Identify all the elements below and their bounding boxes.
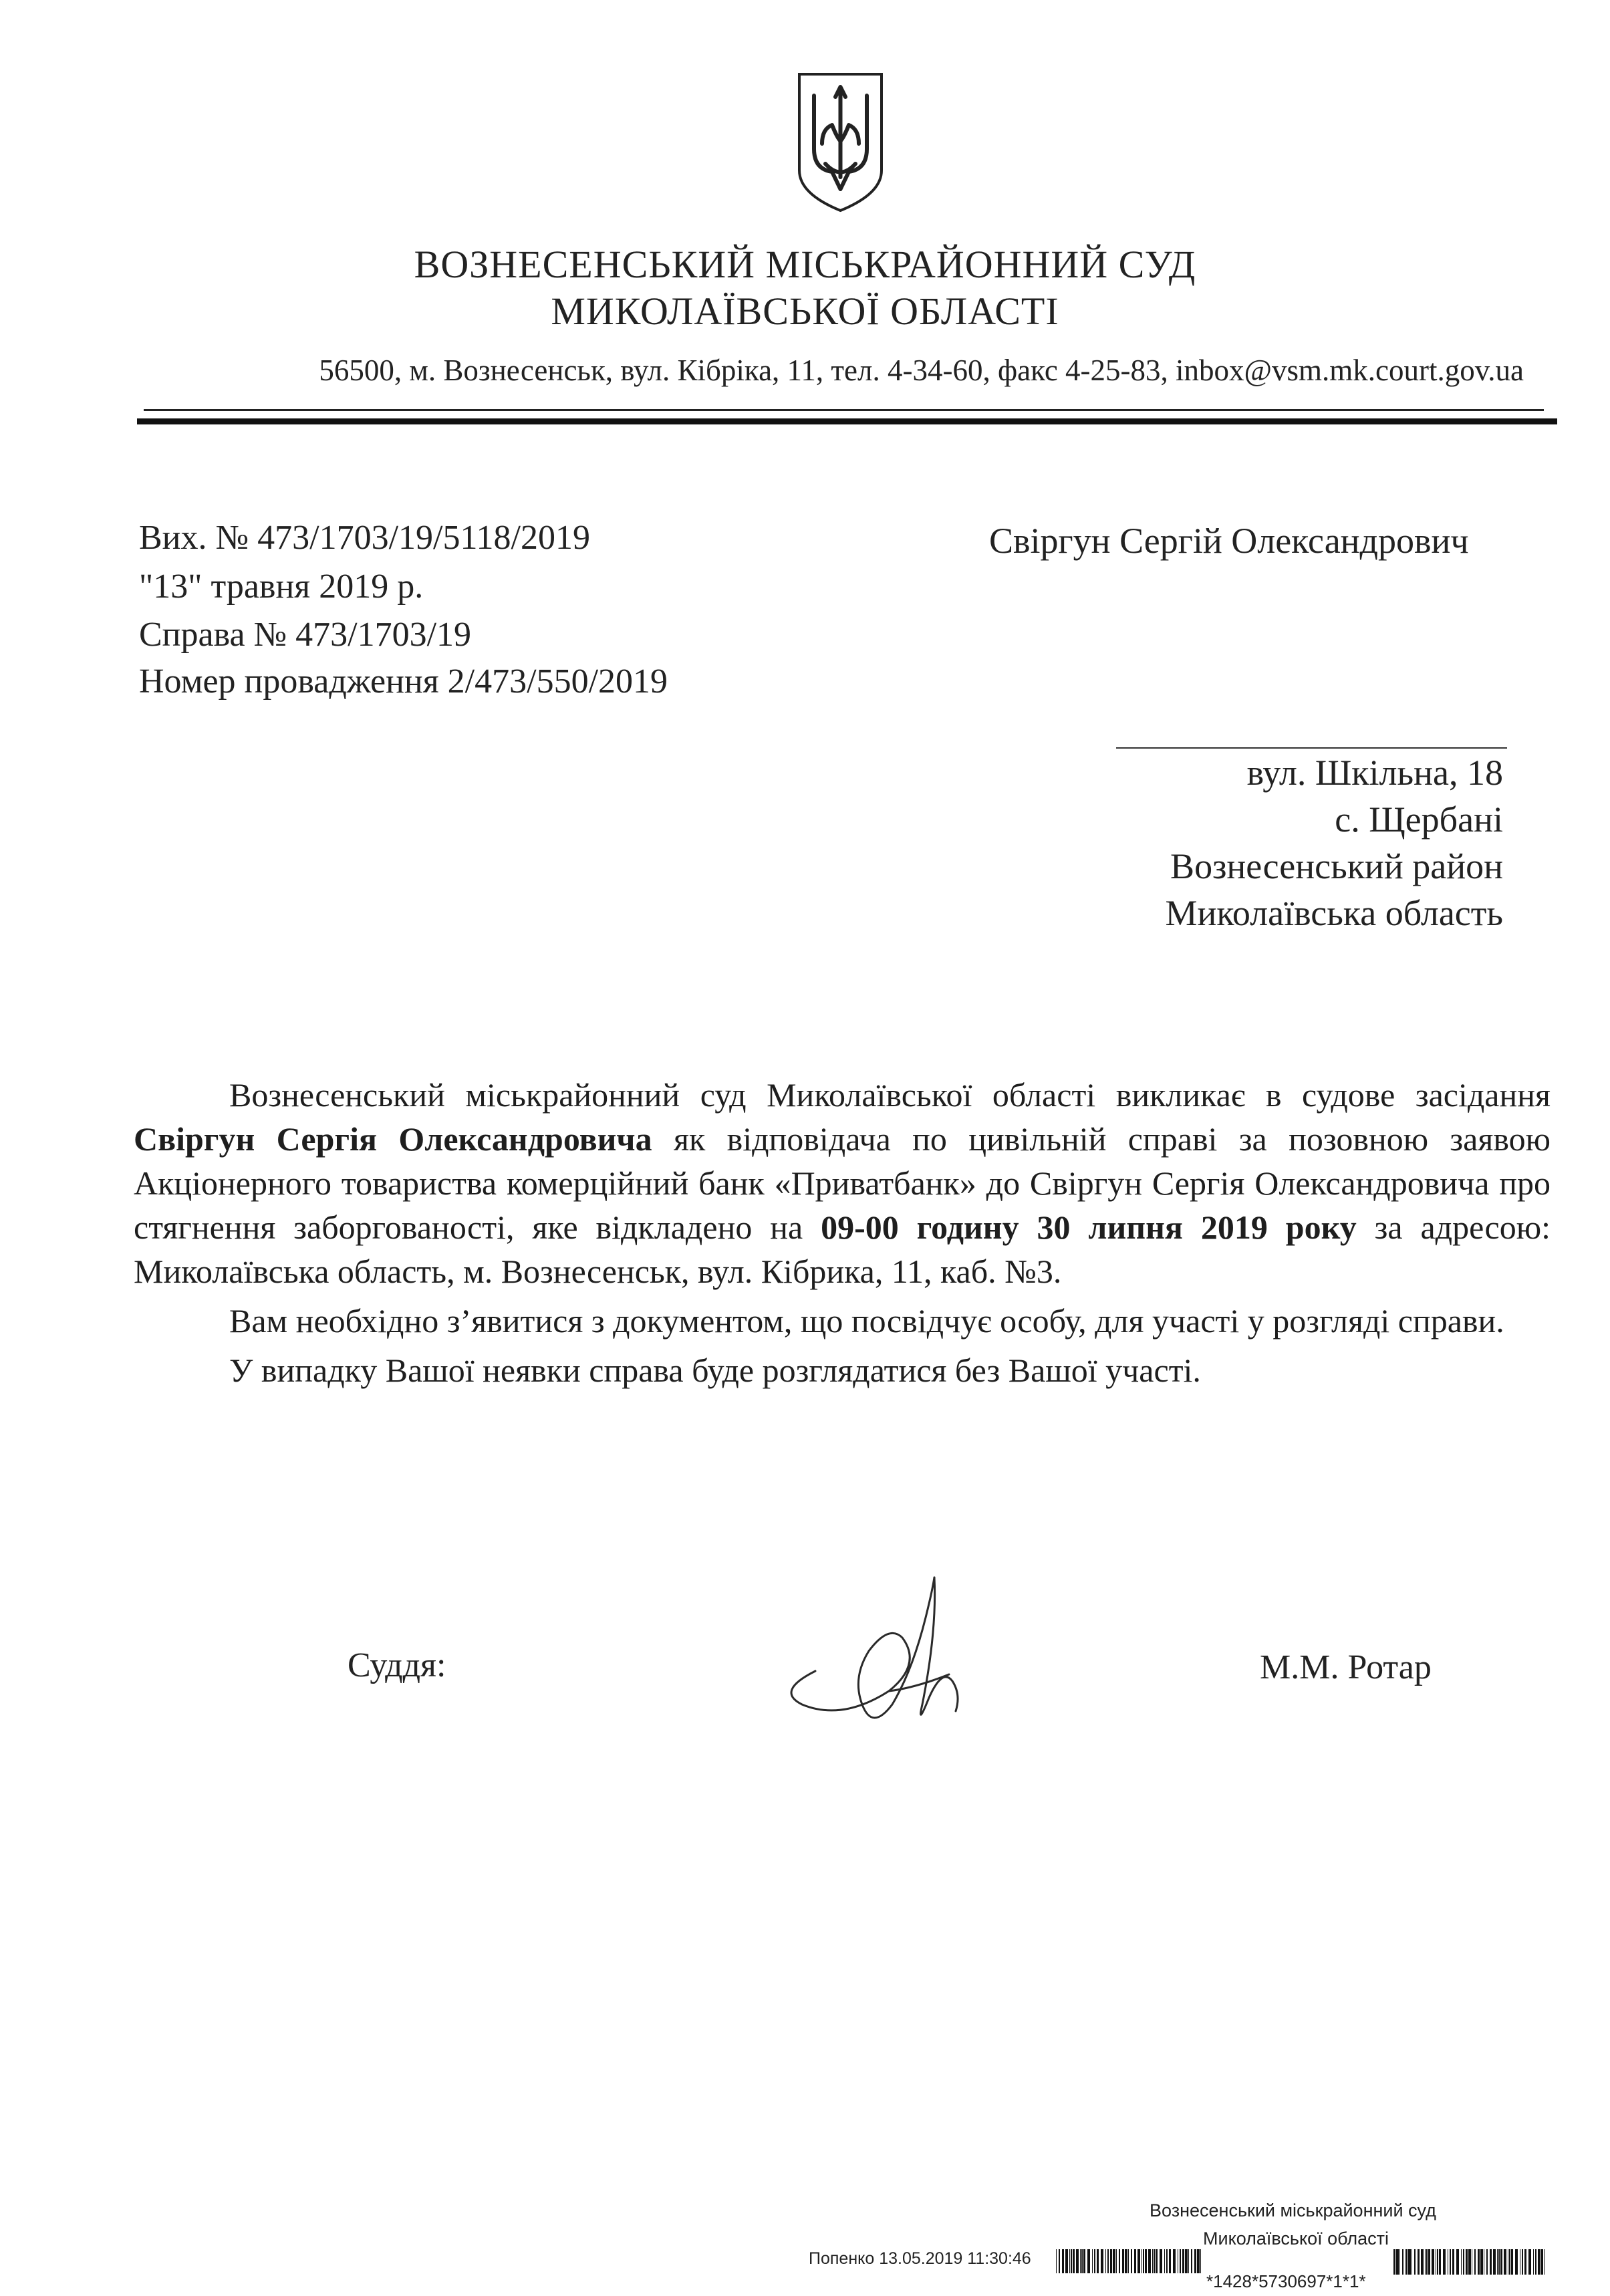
barcode-bar bbox=[1166, 2249, 1168, 2273]
barcode-bar bbox=[1399, 2249, 1400, 2275]
barcode-bar bbox=[1169, 2249, 1171, 2273]
judge-name: М.М. Ротар bbox=[1260, 1648, 1432, 1686]
barcode-bar bbox=[1134, 2249, 1136, 2273]
barcode-bar bbox=[1478, 2249, 1480, 2275]
barcode-bar bbox=[1081, 2249, 1083, 2273]
outgoing-date: "13" травня 2019 р. bbox=[139, 567, 424, 606]
barcode-bar bbox=[1463, 2249, 1464, 2275]
barcode-bar bbox=[1083, 2249, 1085, 2273]
barcode-bar bbox=[1164, 2249, 1165, 2273]
barcode-bar bbox=[1156, 2249, 1158, 2273]
barcode-bar bbox=[1154, 2249, 1155, 2273]
barcode-bar bbox=[1414, 2249, 1416, 2275]
barcode-bar bbox=[1105, 2249, 1106, 2273]
barcode-bar bbox=[1396, 2249, 1399, 2275]
barcode-bar bbox=[1073, 2249, 1075, 2273]
barcode-bar bbox=[1152, 2249, 1153, 2273]
barcode-bar bbox=[1101, 2249, 1103, 2273]
court-name-line2: МИКОЛАЇВСЬКОЇ ОБЛАСТІ bbox=[551, 289, 1059, 333]
barcode-bar bbox=[1128, 2249, 1129, 2273]
barcode-bar bbox=[1452, 2249, 1454, 2275]
barcode-bar bbox=[1498, 2249, 1500, 2275]
barcode-bar bbox=[1490, 2249, 1492, 2275]
barcode-bar bbox=[1197, 2249, 1200, 2273]
court-contacts: 56500, м. Вознесенськ, вул. Кібріка, 11, тел. 4-34-60, факс 4-25-83, inbox@vsm.mk.court.gov.ua bbox=[319, 354, 1524, 387]
recipient-address-line: с. Щербані bbox=[1335, 799, 1503, 840]
barcode-bar bbox=[1418, 2249, 1420, 2275]
court-name-line1: ВОЗНЕСЕНСЬКИЙ МІСЬКРАЙОННИЙ СУД bbox=[414, 243, 1196, 286]
barcode-bar bbox=[1119, 2249, 1120, 2273]
barcode-bar bbox=[1113, 2249, 1115, 2273]
barcode-bar bbox=[1540, 2249, 1543, 2275]
stamp-barcode-code: *1428*5730697*1*1* bbox=[1206, 2271, 1366, 2291]
handwritten-signature-icon bbox=[762, 1537, 1016, 1758]
recipient-address-line: Вознесенський район bbox=[1170, 846, 1503, 886]
barcode-bar bbox=[1191, 2249, 1192, 2273]
trident-coat-of-arms-icon bbox=[795, 70, 886, 214]
barcode-bar bbox=[1173, 2249, 1176, 2273]
barcode-bar bbox=[1509, 2249, 1510, 2275]
barcode-bar bbox=[1145, 2249, 1147, 2273]
barcode-bar bbox=[1428, 2249, 1430, 2275]
barcode-bar bbox=[1194, 2249, 1196, 2273]
barcode-bar bbox=[1461, 2249, 1462, 2275]
barcode-bar bbox=[1535, 2249, 1536, 2275]
proceeding-number: Номер провадження 2/473/550/2019 bbox=[139, 662, 668, 700]
barcode-bar bbox=[1160, 2249, 1162, 2273]
barcode-bar bbox=[1405, 2249, 1407, 2275]
barcode-bar bbox=[1432, 2249, 1434, 2275]
stamp-court-line2: Миколаївської області bbox=[1203, 2228, 1389, 2249]
header-rule-thick bbox=[137, 418, 1557, 424]
barcode-bar bbox=[1511, 2249, 1513, 2275]
barcode-icon bbox=[1393, 2249, 1547, 2275]
barcode-bar bbox=[1515, 2249, 1518, 2275]
barcode-bar bbox=[1125, 2249, 1127, 2273]
barcode-bar bbox=[1143, 2249, 1144, 2273]
barcode-bar bbox=[1544, 2249, 1545, 2275]
barcode-bar bbox=[1421, 2249, 1424, 2275]
barcode-bar bbox=[1182, 2249, 1184, 2273]
address-rule bbox=[1116, 747, 1507, 749]
barcode-bar bbox=[1486, 2249, 1488, 2275]
barcode-bar bbox=[1116, 2249, 1117, 2273]
body-paragraph-2: Вам необхідно з’явитися з документом, що посвідчує особу, для участі у розгляді справи. bbox=[229, 1302, 1504, 1340]
barcode-bar bbox=[1188, 2249, 1189, 2273]
barcode-bar bbox=[1468, 2249, 1471, 2275]
stamp-received: Попенко 13.05.2019 11:30:46 bbox=[809, 2249, 1031, 2268]
barcode-bar bbox=[1071, 2249, 1072, 2273]
body-text-segment: за адресою: Миколаївська область, м. Вознесенськ, вул. Кібрика, 11, каб. №3. bbox=[134, 1208, 1551, 1290]
barcode-bar bbox=[1094, 2249, 1095, 2273]
barcode-bar bbox=[1092, 2249, 1093, 2273]
barcode-bar bbox=[1062, 2249, 1064, 2273]
barcode-bar bbox=[1065, 2249, 1068, 2273]
defendant-name-bold: Свіргун Сергія Олександровича bbox=[134, 1120, 652, 1158]
header-rule-thin bbox=[144, 409, 1544, 411]
barcode-bar bbox=[1097, 2249, 1099, 2273]
body-text-segment: як відповідача по цивільній справі за позовною заявою Акціонерного товариства комерційний банк «Приватбанк» до Свіргун Сергія Олександровича про стягнення заборгованості, яке відкладено на bbox=[134, 1120, 1551, 1246]
barcode-bar bbox=[1497, 2249, 1498, 2275]
barcode-bar bbox=[1538, 2249, 1540, 2275]
barcode-bar bbox=[1122, 2249, 1124, 2273]
barcode-bar bbox=[1528, 2249, 1531, 2275]
barcode-bar bbox=[1056, 2249, 1057, 2273]
barcode-bar bbox=[1533, 2249, 1534, 2275]
body-paragraph-1 bbox=[134, 1073, 1551, 1293]
barcode-bar bbox=[1480, 2249, 1483, 2275]
barcode-bar bbox=[1137, 2249, 1140, 2273]
barcode-bar bbox=[1148, 2249, 1151, 2273]
barcode-bar bbox=[1402, 2249, 1403, 2275]
recipient-address-line: вул. Шкільна, 18 bbox=[1246, 753, 1503, 793]
barcode-bar bbox=[1069, 2249, 1070, 2273]
barcode-bar bbox=[1185, 2249, 1188, 2273]
barcode-icon bbox=[1056, 2249, 1203, 2273]
barcode-bar bbox=[1426, 2249, 1428, 2275]
case-number: Справа № 473/1703/19 bbox=[139, 616, 472, 654]
barcode-bar bbox=[1076, 2249, 1079, 2273]
barcode-bar bbox=[1466, 2249, 1468, 2275]
barcode-bar bbox=[1087, 2249, 1090, 2273]
barcode-bar bbox=[1180, 2249, 1181, 2273]
recipient-address-line: Миколаївська область bbox=[1165, 893, 1503, 933]
barcode-bar bbox=[1504, 2249, 1506, 2275]
hearing-time-bold: 09-00 годину 30 липня 2019 року bbox=[821, 1208, 1357, 1246]
barcode-bar bbox=[1456, 2249, 1459, 2275]
barcode-bar bbox=[1425, 2249, 1426, 2275]
recipient-name: Свіргун Сергій Олександрович bbox=[989, 521, 1469, 561]
body-text-segment: Вознесенський міськрайонний суд Миколаївської області викликає в судове засідання bbox=[229, 1076, 1551, 1114]
barcode-bar bbox=[1059, 2249, 1060, 2273]
barcode-bar bbox=[1443, 2249, 1446, 2275]
barcode-bar bbox=[1493, 2249, 1496, 2275]
outgoing-number: Вих. № 473/1703/19/5118/2019 bbox=[139, 519, 590, 557]
summons-body bbox=[134, 1073, 1551, 1392]
stamp-court-line1: Вознесенський міськрайонний суд bbox=[1150, 2200, 1436, 2220]
barcode-bar bbox=[1107, 2249, 1109, 2273]
barcode-bar bbox=[1474, 2249, 1476, 2275]
barcode-bar bbox=[1110, 2249, 1112, 2273]
barcode-bar bbox=[1080, 2249, 1081, 2273]
barcode-bar bbox=[1437, 2249, 1438, 2275]
barcode-bar bbox=[1522, 2249, 1523, 2275]
barcode-bar bbox=[1393, 2249, 1395, 2275]
barcode-bar bbox=[1200, 2249, 1201, 2273]
barcode-bar bbox=[1524, 2249, 1526, 2275]
barcode-bar bbox=[1439, 2249, 1441, 2275]
barcode-bar bbox=[1500, 2249, 1502, 2275]
body-paragraph-3: У випадку Вашої неявки справа буде розглядатися без Вашої участі. bbox=[229, 1352, 1201, 1389]
barcode-bar bbox=[1450, 2249, 1451, 2275]
judge-label: Суддя: bbox=[348, 1646, 446, 1684]
barcode-bar bbox=[1131, 2249, 1132, 2273]
barcode-bar bbox=[1408, 2249, 1411, 2275]
